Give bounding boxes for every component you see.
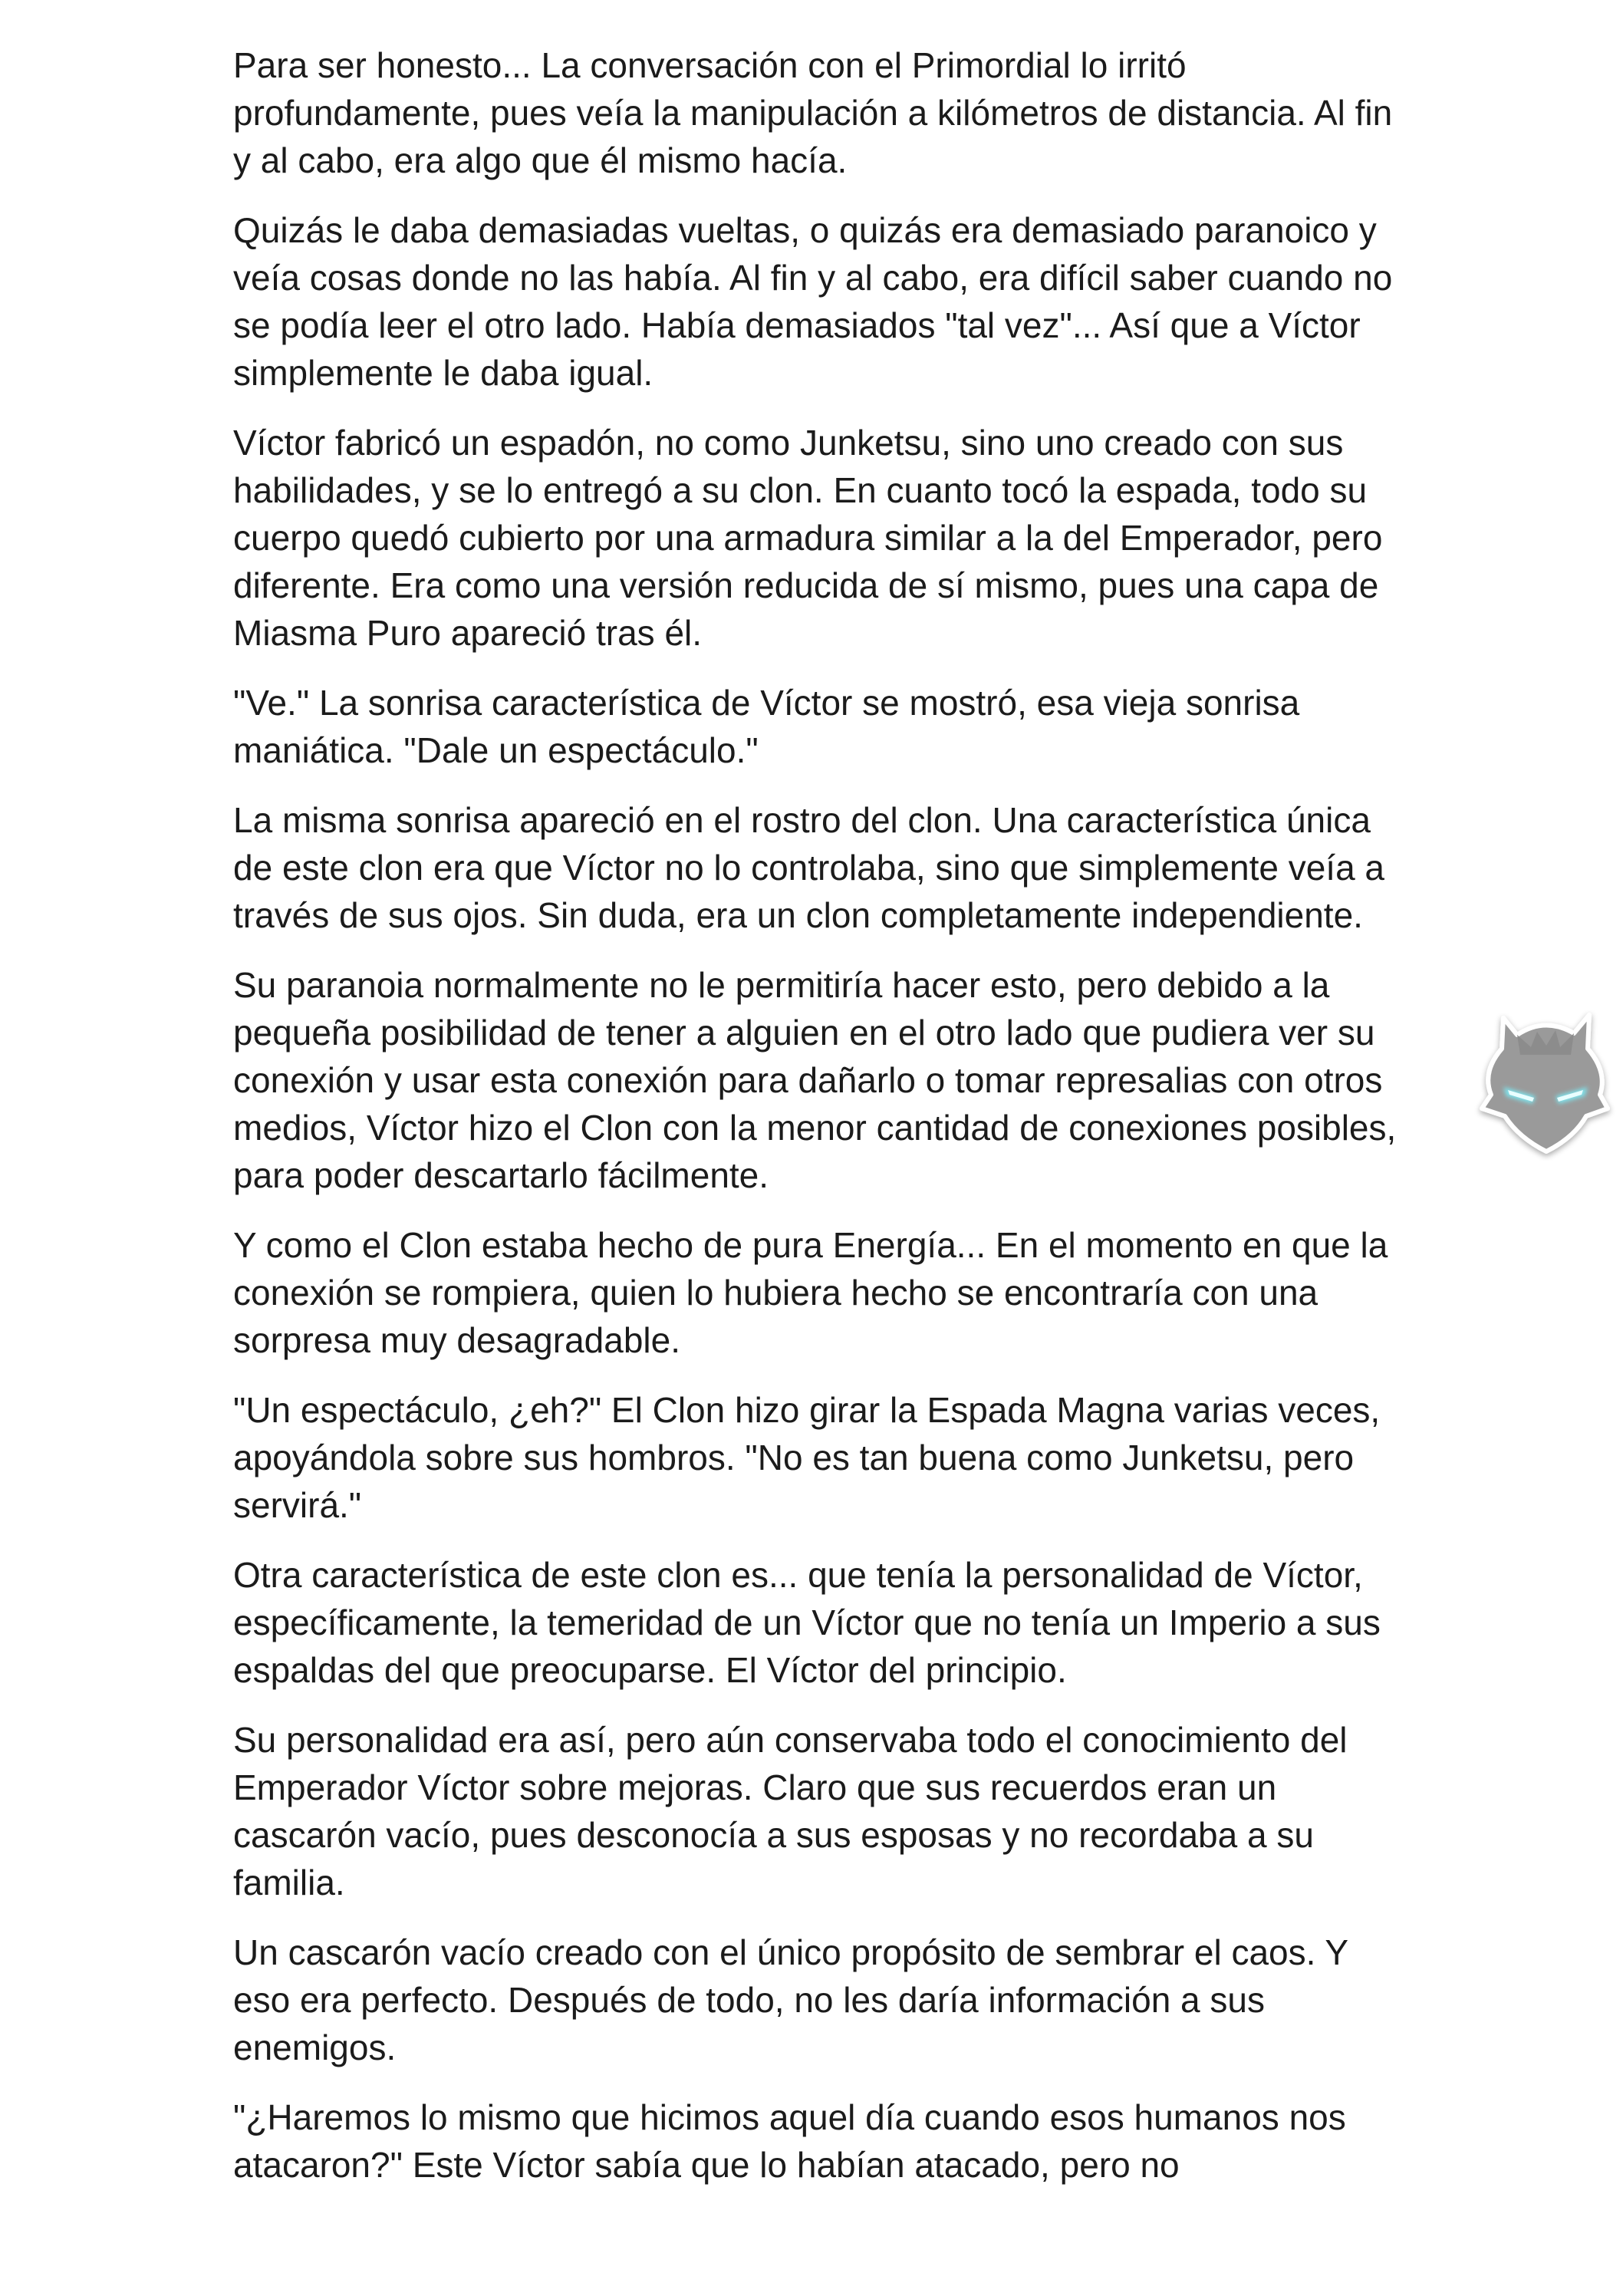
story-text xyxy=(233,41,1414,2211)
paragraph-3: Víctor fabricó un espadón, no como Junketsu, sino uno creado con sus habilidades, y se lo entregó a su clon. En cuanto tocó la espada, todo su cuerpo quedó cubierto por una armadura similar a la del Emperador, pero diferente. Era como una versión reducida de sí mismo, pues una capa de Miasma Puro apareció tras él. xyxy=(233,423,1383,653)
demon-head-shape xyxy=(1482,1015,1608,1151)
paragraph-6: Su paranoia normalmente no le permitiría hacer esto, pero debido a la pequeña posibilidad de tener a alguien en el otro lado que pudiera ver su conexión y usar esta conexión para dañarlo o tomar represalias con otros medios, Víctor hizo el Clon con la menor cantidad de conexiones posibles, para poder descartarlo fácilmente. xyxy=(233,965,1397,1195)
paragraph-7: Y como el Clon estaba hecho de pura Energía... En el momento en que la conexión se rompiera, quien lo hubiera hecho se encontraría con una sorpresa muy desagradable. xyxy=(233,1225,1388,1360)
paragraph-4: "Ve." La sonrisa característica de Víctor se mostró, esa vieja sonrisa maniática. "Dale un espectáculo." xyxy=(233,683,1300,770)
paragraph-1: Para ser honesto... La conversación con el Primordial lo irritó profundamente, pues veía la manipulación a kilómetros de distancia. Al fin y al cabo, era algo que él mismo hacía. xyxy=(233,45,1393,180)
demon-head-icon xyxy=(1473,1001,1617,1161)
paragraph-9: Otra característica de este clon es... que tenía la personalidad de Víctor, específicamente, la temeridad de un Víctor que no tenía un Imperio a sus espaldas del que preocuparse. El Víctor del principio. xyxy=(233,1555,1381,1690)
paragraph-11: Un cascarón vacío creado con el único propósito de sembrar el caos. Y eso era perfecto. Después de todo, no les daría información a sus enemigos. xyxy=(233,1932,1348,2067)
paragraph-12: "¿Haremos lo mismo que hicimos aquel día cuando esos humanos nos atacaron?" Este Víctor sabía que lo habían atacado, pero no xyxy=(233,2097,1346,2185)
paragraph-8: "Un espectáculo, ¿eh?" El Clon hizo girar la Espada Magna varias veces, apoyándola sobre sus hombros. "No es tan buena como Junketsu, pero servirá." xyxy=(233,1390,1381,1525)
paragraph-10: Su personalidad era así, pero aún conservaba todo el conocimiento del Emperador Víctor sobre mejoras. Claro que sus recuerdos eran un cascarón vacío, pues desconocía a sus esposas y no recordaba a su familia. xyxy=(233,1720,1348,1902)
paragraph-5: La misma sonrisa apareció en el rostro del clon. Una característica única de este clon era que Víctor no lo controlaba, sino que simplemente veía a través de sus ojos. Sin duda, era un clon completamente independiente. xyxy=(233,800,1385,935)
paragraph-2: Quizás le daba demasiadas vueltas, o quizás era demasiado paranoico y veía cosas donde no las había. Al fin y al cabo, era difícil saber cuando no se podía leer el otro lado. Había demasiados "tal vez"... Así que a Víctor simplemente le daba igual. xyxy=(233,210,1393,393)
